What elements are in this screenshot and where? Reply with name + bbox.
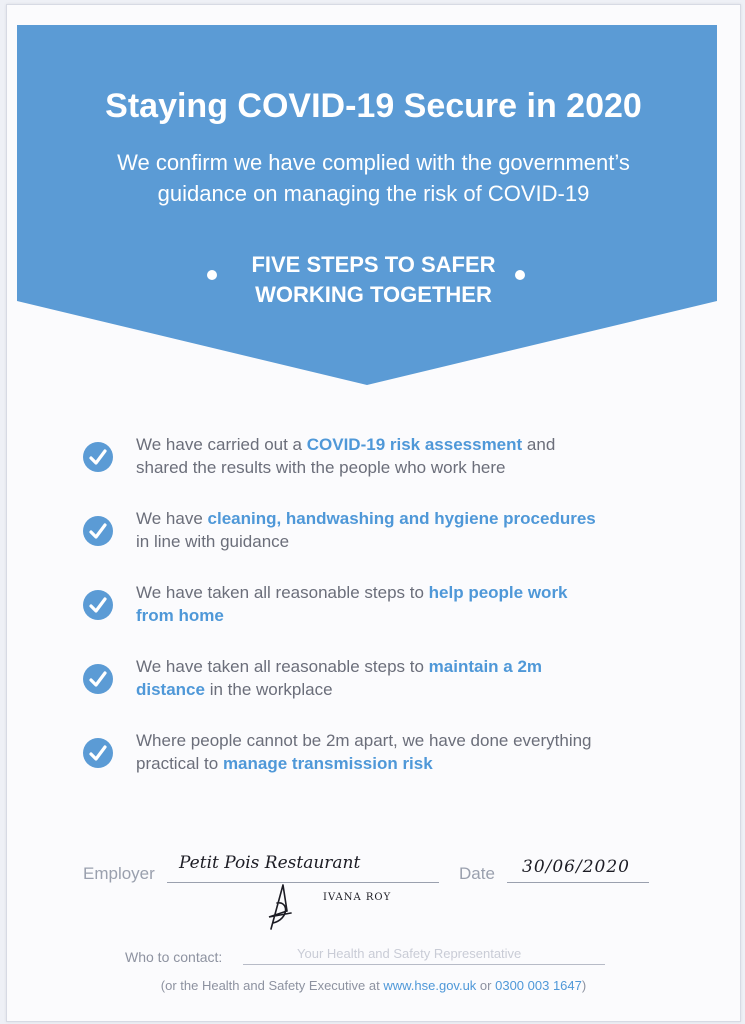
step-item xyxy=(83,507,703,557)
page-subtitle xyxy=(7,147,740,209)
step-highlight: cleaning, handwashing and hygiene procedures xyxy=(207,509,596,528)
signature-mark xyxy=(263,883,297,933)
step-highlight: maintain a 2m xyxy=(428,657,543,676)
contact-placeholder: Your Health and Safety Representative xyxy=(297,946,522,961)
step-highlight: COVID-19 risk assessment xyxy=(306,435,523,454)
page-title: Staying COVID-19 Secure in 2020 xyxy=(105,87,642,125)
signatory-name: IVANA ROY xyxy=(323,892,392,903)
hse-note: (or the Health and Safety Executive at www.hse.gov.uk or 0300 003 1647) xyxy=(160,978,587,993)
date-handwritten: 30/06/2020 xyxy=(522,857,630,877)
step-item xyxy=(83,581,703,631)
steps-heading-line-1: FIVE STEPS TO SAFER xyxy=(251,252,496,277)
date-label: Date xyxy=(459,864,495,883)
certificate-sheet xyxy=(6,4,741,1022)
step-text: Where people cannot be 2m apart, we have done everything practical to manage transmission risk xyxy=(136,731,592,773)
contact-line xyxy=(243,964,605,965)
steps-heading-line-2: WORKING TOGETHER xyxy=(255,282,492,307)
employer-label: Employer xyxy=(83,864,155,883)
step-item xyxy=(83,655,703,705)
date-line xyxy=(507,882,649,883)
step-highlight: distance xyxy=(136,680,205,699)
checkmark-icon xyxy=(83,442,113,472)
step-highlight: help people work xyxy=(428,583,568,602)
contact-label: Who to contact: xyxy=(125,949,223,965)
subtitle-line-2: guidance on managing the risk of COVID-19 xyxy=(157,181,590,206)
hse-phone-link[interactable]: 0300 003 1647 xyxy=(495,978,582,993)
steps-heading xyxy=(7,250,740,310)
checkmark-icon xyxy=(83,590,113,620)
step-text: We have taken all reasonable steps to maintain a 2m distance in the workplace xyxy=(136,657,543,699)
step-text: We have cleaning, handwashing and hygiene procedures in line with guidance xyxy=(136,509,596,551)
employer-handwritten: Petit Pois Restaurant xyxy=(179,853,361,873)
step-text: We have carried out a COVID-19 risk assessment and shared the results with the people who work here xyxy=(136,435,556,477)
step-item xyxy=(83,433,703,483)
step-text: We have taken all reasonable steps to help people work from home xyxy=(136,583,568,625)
hse-website-link[interactable]: www.hse.gov.uk xyxy=(383,978,477,993)
step-highlight: manage transmission risk xyxy=(222,754,433,773)
checkmark-icon xyxy=(83,738,113,768)
subtitle-line-1: We confirm we have complied with the government’s xyxy=(117,150,630,175)
step-highlight: from home xyxy=(136,606,224,625)
employer-line xyxy=(167,882,439,883)
step-item xyxy=(83,729,703,779)
checkmark-icon xyxy=(83,516,113,546)
checkmark-icon xyxy=(83,664,113,694)
